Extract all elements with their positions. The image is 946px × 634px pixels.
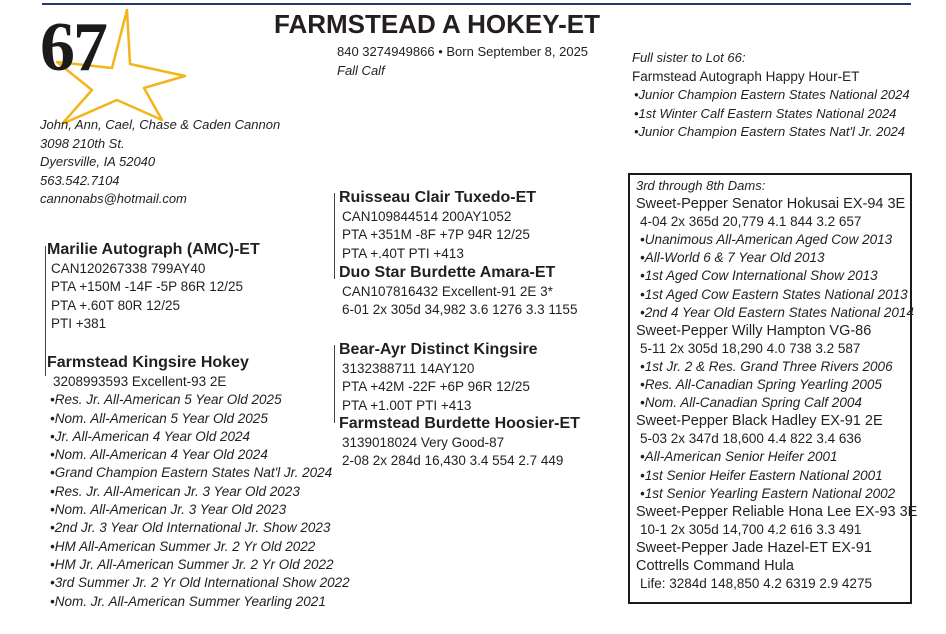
consignor-address: 3098 210th St. [40,135,125,151]
dam-dam-line: 3139018024 Very Good-87 [342,435,505,450]
dam-award: •Grand Champion Eastern States Nat'l Jr. 2024 [50,465,333,481]
animal-class: Fall Calf [337,63,385,78]
dam-sire-name: Bear-Ayr Distinct Kingsire [339,341,538,358]
dam-entry-name: Sweet-Pepper Reliable Hona Lee EX-93 3E [636,503,918,520]
dam-entry-award: •All-World 6 & 7 Year Old 2013 [640,250,825,266]
animal-name: FARMSTEAD A HOKEY-ET [274,9,600,39]
sister-award: •Junior Champion Eastern States National 2024 [634,87,910,102]
dam-entry-award: •1st Aged Cow Eastern States National 2013 [640,286,908,302]
consignor-city: Dyersville, IA 52040 [40,154,156,169]
dam-bracket [334,345,335,423]
dam-entry-award: •1st Senior Yearling Eastern National 2002 [640,485,896,501]
lot-number: 67 [40,9,106,86]
dam-award: •Res. Jr. All-American Jr. 3 Year Old 2023 [50,483,300,499]
sire-sire-line: PTA +.40T PTI +413 [342,245,464,261]
dam-entry-award: •Nom. All-Canadian Spring Calf 2004 [640,395,862,411]
dam-entry-record: 5-11 2x 305d 18,290 4.0 738 3.2 587 [640,340,861,356]
sire-line: PTA +150M -14F -5P 86R 12/25 [51,279,243,295]
sire-sire-name: Ruisseau Clair Tuxedo-ET [339,189,537,206]
dam-award: •Jr. All-American 4 Year Old 2024 [50,428,251,444]
dam-award: •3rd Summer Jr. 2 Yr Old International Show 2022 [50,575,350,591]
dam-block [47,353,350,611]
dam-entry-award: •1st Senior Heifer Eastern National 2001 [640,467,883,483]
dam-entry-record: Life: 3284d 148,850 4.2 6319 2.9 4275 [640,576,872,592]
dam-award: •HM All-American Summer Jr. 2 Yr Old 2022 [50,538,316,554]
top-rule [42,3,911,5]
dam-dam-block [339,414,580,471]
sire-dam-line: 6-01 2x 305d 34,982 3.6 1276 3.3 1155 [342,302,578,318]
sire-sire-block [339,188,536,263]
dam-dam-name: Farmstead Burdette Hoosier-ET [339,415,580,432]
dam-award: •Nom. All-American 5 Year Old 2025 [50,410,268,426]
pedigree-bracket [45,246,46,376]
dam-entry-award: •Res. All-Canadian Spring Yearling 2005 [640,377,882,393]
sire-line: CAN120267338 799AY40 [51,261,206,276]
dam-entry-name: Sweet-Pepper Willy Hampton VG-86 [636,322,872,339]
sire-dam-line: CAN107816432 Excellent-91 2E 3* [342,284,553,299]
dam-sire-block [339,340,538,415]
dam-award: •2nd Jr. 3 Year Old International Jr. Show 2023 [50,520,331,536]
dam-entry-award: •1st Aged Cow International Show 2013 [640,268,878,284]
dam-entry-name: Cottrells Command Hula [636,557,794,574]
consignor-name: John, Ann, Cael, Chase & Caden Cannon [40,117,281,132]
sire-line: PTI +381 [51,315,107,331]
sire-dam-block [339,263,577,320]
consignor-phone: 563.542.7104 [40,172,120,188]
dam-name: Farmstead Kingsire Hokey [47,354,249,371]
sire-name: Marilie Autograph (AMC)-ET [47,241,260,258]
dam-award: •Res. Jr. All-American 5 Year Old 2025 [50,392,282,408]
sire-sire-line: PTA +351M -8F +7P 94R 12/25 [342,227,530,243]
sire-dam-name: Duo Star Burdette Amara-ET [339,264,556,281]
dam-entry-award: •Unanimous All-American Aged Cow 2013 [640,232,893,248]
dam-entry-record: 5-03 2x 347d 18,600 4.4 822 3.4 636 [640,431,862,447]
dam-award: •HM Jr. All-American Summer Jr. 2 Yr Old 2022 [50,556,334,572]
dam-sire-line: 3132388711 14AY120 [342,361,475,376]
sister-award: •1st Winter Calf Eastern States National 2024 [634,105,897,121]
sister-note [632,49,910,142]
sister-heading: Full sister to Lot 66: [632,50,746,65]
sire-line: PTA +.60T 80R 12/25 [51,297,180,313]
dam-award: •Nom. All-American Jr. 3 Year Old 2023 [50,502,287,518]
dam-entry-name: Sweet-Pepper Senator Hokusai EX-94 3E [636,196,906,213]
dam-sire-line: PTA +1.00T PTI +413 [342,397,472,413]
dam-entry-record: 4-04 2x 365d 20,779 4.1 844 3.2 657 [640,214,862,230]
dams-box-content [636,177,917,593]
dam-sire-line: PTA +42M -22F +6P 96R 12/25 [342,379,530,395]
dams-heading: 3rd through 8th Dams: [636,178,766,193]
dam-dam-line: 2-08 2x 284d 16,430 3.4 554 2.7 449 [342,453,564,469]
sire-sire-line: CAN109844514 200AY1052 [342,209,512,224]
dam-entry-name: Sweet-Pepper Jade Hazel-ET EX-91 [636,539,872,556]
consignor-email: cannonabs@hotmail.com [40,191,187,206]
dam-entry-record: 10-1 2x 305d 14,700 4.2 616 3.3 491 [640,521,862,537]
sire-bracket [334,193,335,279]
dam-award: •Nom. All-American 4 Year Old 2024 [50,447,268,463]
dam-award: •Nom. Jr. All-American Summer Yearling 2021 [50,593,326,609]
dam-entry-award: •1st Jr. 2 & Res. Grand Three Rivers 2006 [640,358,893,374]
sister-award: •Junior Champion Eastern States Nat'l Jr. 2024 [634,124,906,139]
sire-block [47,240,260,333]
dam-entry-name: Sweet-Pepper Black Hadley EX-91 2E [636,413,883,430]
animal-id-born: 840 3274949866 • Born September 8, 2025 [337,44,589,59]
dam-entry-award: •2nd 4 Year Old Eastern States National 2014 [640,304,914,320]
dam-line: 3208993593 Excellent-93 2E [53,374,227,389]
consignor-block [40,116,280,209]
sister-name: Farmstead Autograph Happy Hour-ET [632,68,860,84]
dam-entry-award: •All-American Senior Heifer 2001 [640,449,838,465]
